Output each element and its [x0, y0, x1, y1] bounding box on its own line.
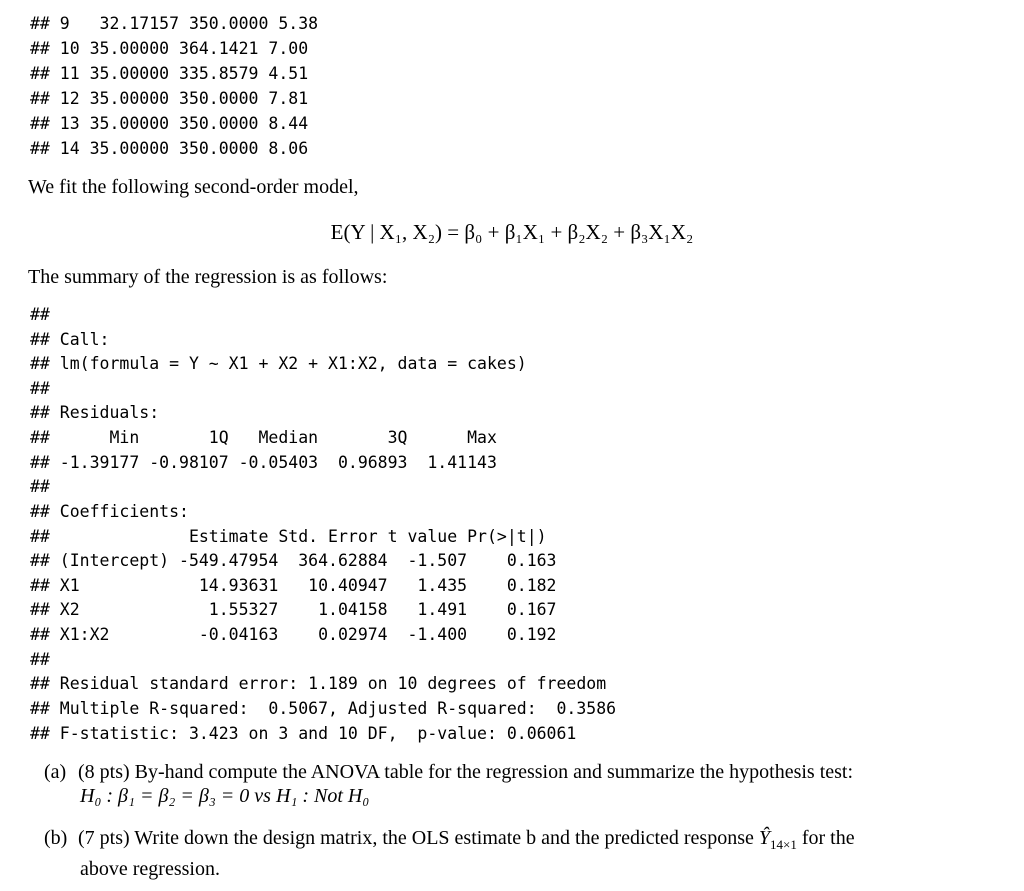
output-line: ## Coefficients:: [30, 502, 189, 521]
data-row: ## 14 35.00000 350.0000 8.06: [30, 139, 309, 158]
data-row: ## 13 35.00000 350.0000 8.44: [30, 114, 309, 133]
output-line: ##: [30, 305, 50, 324]
output-line: ##: [30, 477, 50, 496]
question-b-text-after: for the: [801, 827, 855, 849]
output-line: ## X1:X2 -0.04163 0.02974 -1.400 0.192: [30, 625, 557, 644]
output-line: ## X2 1.55327 1.04158 1.491 0.167: [30, 600, 557, 619]
output-line: ## -1.39177 -0.98107 -0.05403 0.96893 1.41143: [30, 453, 497, 472]
intro-text: We fit the following second-order model,: [28, 176, 359, 198]
question-a-text: (8 pts) By-hand compute the ANOVA table for the regression and summarize the hypothesis test:: [78, 761, 854, 783]
question-a-label: (a): [44, 761, 67, 783]
output-line: ## Call:: [30, 330, 110, 349]
output-line: ## Multiple R-squared: 0.5067, Adjusted R-squared: 0.3586: [30, 699, 617, 718]
output-line: ## Residual standard error: 1.189 on 10 degrees of freedom: [30, 674, 607, 693]
hypothesis: H₀ : β₁ = β₂ = β₃ = 0 vs H₁ : Not H₀: [80, 785, 370, 807]
question-b-continuation: above regression.: [80, 858, 220, 880]
data-row: ## 11 35.00000 335.8579 4.51: [30, 64, 309, 83]
y-hat-subscript: 14×1: [770, 837, 797, 852]
question-b-text: (7 pts) Write down the design matrix, the OLS estimate b and the predicted response: [78, 827, 754, 849]
y-hat-symbol: [759, 826, 797, 857]
output-line: ## lm(formula = Y ~ X1 + X2 + X1:X2, data = cakes): [30, 354, 527, 373]
summary-text: The summary of the regression is as follows:: [28, 266, 388, 288]
model-equation: E(Y | X₁, X₂) = β₀ + β₁X₁ + β₂X₂ + β₃X₁X₂: [330, 220, 694, 244]
question-a: [44, 760, 1014, 808]
y-hat: Ŷ: [758, 827, 771, 849]
output-line: ##: [30, 650, 50, 669]
question-b: [44, 826, 1014, 881]
question-b-label: (b): [44, 827, 68, 849]
output-line: ## Min 1Q Median 3Q Max: [30, 428, 497, 447]
data-row: ## 9 32.17157 350.0000 5.38: [30, 14, 319, 33]
output-line: ##: [30, 379, 50, 398]
data-row: ## 12 35.00000 350.0000 7.81: [30, 89, 309, 108]
output-line: ## Estimate Std. Error t value Pr(>|t|): [30, 527, 547, 546]
output-line: ## (Intercept) -549.47954 364.62884 -1.507 0.163: [30, 551, 557, 570]
output-line: ## F-statistic: 3.423 on 3 and 10 DF, p-value: 0.06061: [30, 724, 577, 743]
output-line: ## Residuals:: [30, 403, 160, 422]
data-row: ## 10 35.00000 364.1421 7.00: [30, 39, 309, 58]
output-line: ## X1 14.93631 10.40947 1.435 0.182: [30, 576, 557, 595]
